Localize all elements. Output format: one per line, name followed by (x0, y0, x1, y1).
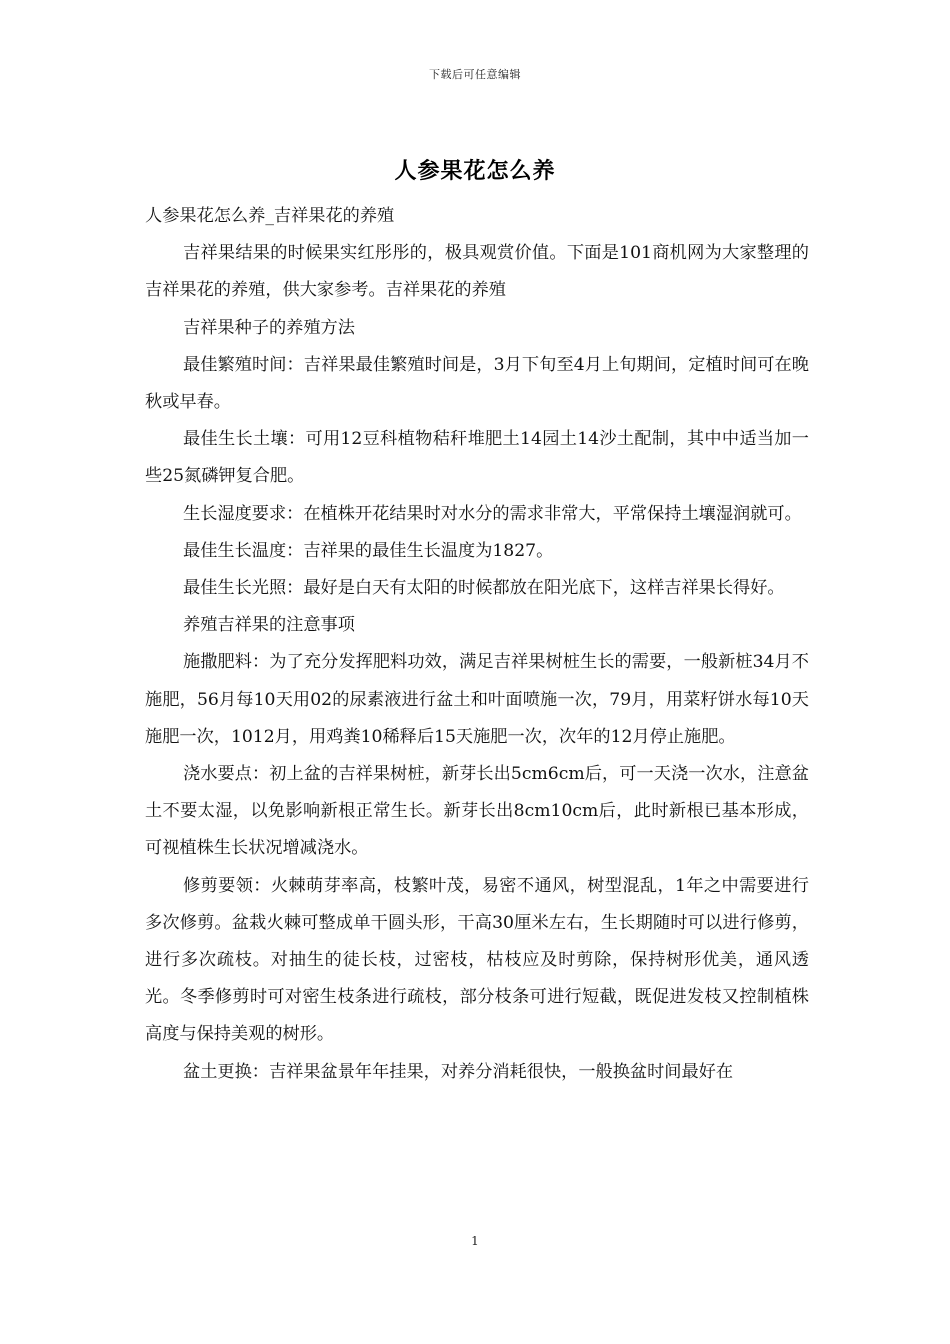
paragraph-watering: 浇水要点：初上盆的吉祥果树桩，新芽长出5cm6cm后，可一天浇一次水，注意盆土不要太湿，以免影响新根正常生长。新芽长出8cm10cm后，此时新根已基本形成，可视植株生长状况增减浇水。 (145, 764, 809, 859)
header-note: 下载后可任意编辑 (429, 68, 521, 81)
page-number: 1 (471, 1234, 479, 1248)
subtitle-paragraph: 人参果花怎么养_吉祥果花的养殖 (145, 206, 395, 226)
section-heading-notes: 养殖吉祥果的注意事项 (183, 615, 355, 636)
paragraph-fertilizing: 施撒肥料：为了充分发挥肥料功效，满足吉祥果树桩生长的需要，一般新桩34月不施肥，56月每10天用02的尿素液进行盆土和叶面喷施一次，79月，用菜籽饼水每10天施肥一次，1012月，用鸡粪10稀释后15天施肥一次，次年的12月停止施肥。 (145, 652, 809, 747)
paragraph-humidity: 生长湿度要求：在植株开花结果时对水分的需求非常大，平常保持土壤湿润就可。 (183, 503, 802, 524)
paragraph-repotting: 盆土更换：吉祥果盆景年年挂果，对养分消耗很快，一般换盆时间最好在 (183, 1061, 734, 1082)
paragraph-soil: 最佳生长土壤：可用12豆科植物秸秆堆肥土14园土14沙土配制，其中中适当加一些25氮磷钾复合肥。 (145, 429, 809, 487)
section-heading-seed-method: 吉祥果种子的养殖方法 (183, 317, 355, 338)
document-title: 人参果花怎么养 (394, 158, 556, 184)
paragraph-pruning: 修剪要领：火棘萌芽率高，枝繁叶茂，易密不通风，树型混乱，1年之中需要进行多次修剪。盆栽火棘可整成单干圆头形，干高30厘米左右，生长期随时可以进行修剪，进行多次疏枝。对抽生的徒长枝，过密枝，枯枝应及时剪除，保持树形优美，通风透光。冬季修剪时可对密生枝条进行疏枝，部分枝条可进行短截，既促进发枝又控制植株高度与保持美观的树形。 (145, 875, 809, 1045)
paragraph-light: 最佳生长光照：最好是白天有太阳的时候都放在阳光底下，这样吉祥果长得好。 (183, 578, 785, 599)
paragraph-temperature: 最佳生长温度：吉祥果的最佳生长温度为1827。 (183, 540, 554, 561)
intro-paragraph: 吉祥果结果的时候果实红彤彤的，极具观赏价值。下面是101商机网为大家整理的吉祥果花的养殖，供大家参考。吉祥果花的养殖 (145, 243, 809, 301)
paragraph-breeding-time: 最佳繁殖时间：吉祥果最佳繁殖时间是，3月下旬至4月上旬期间，定植时间可在晚秋或早春。 (145, 354, 809, 413)
document-body (145, 198, 809, 1091)
